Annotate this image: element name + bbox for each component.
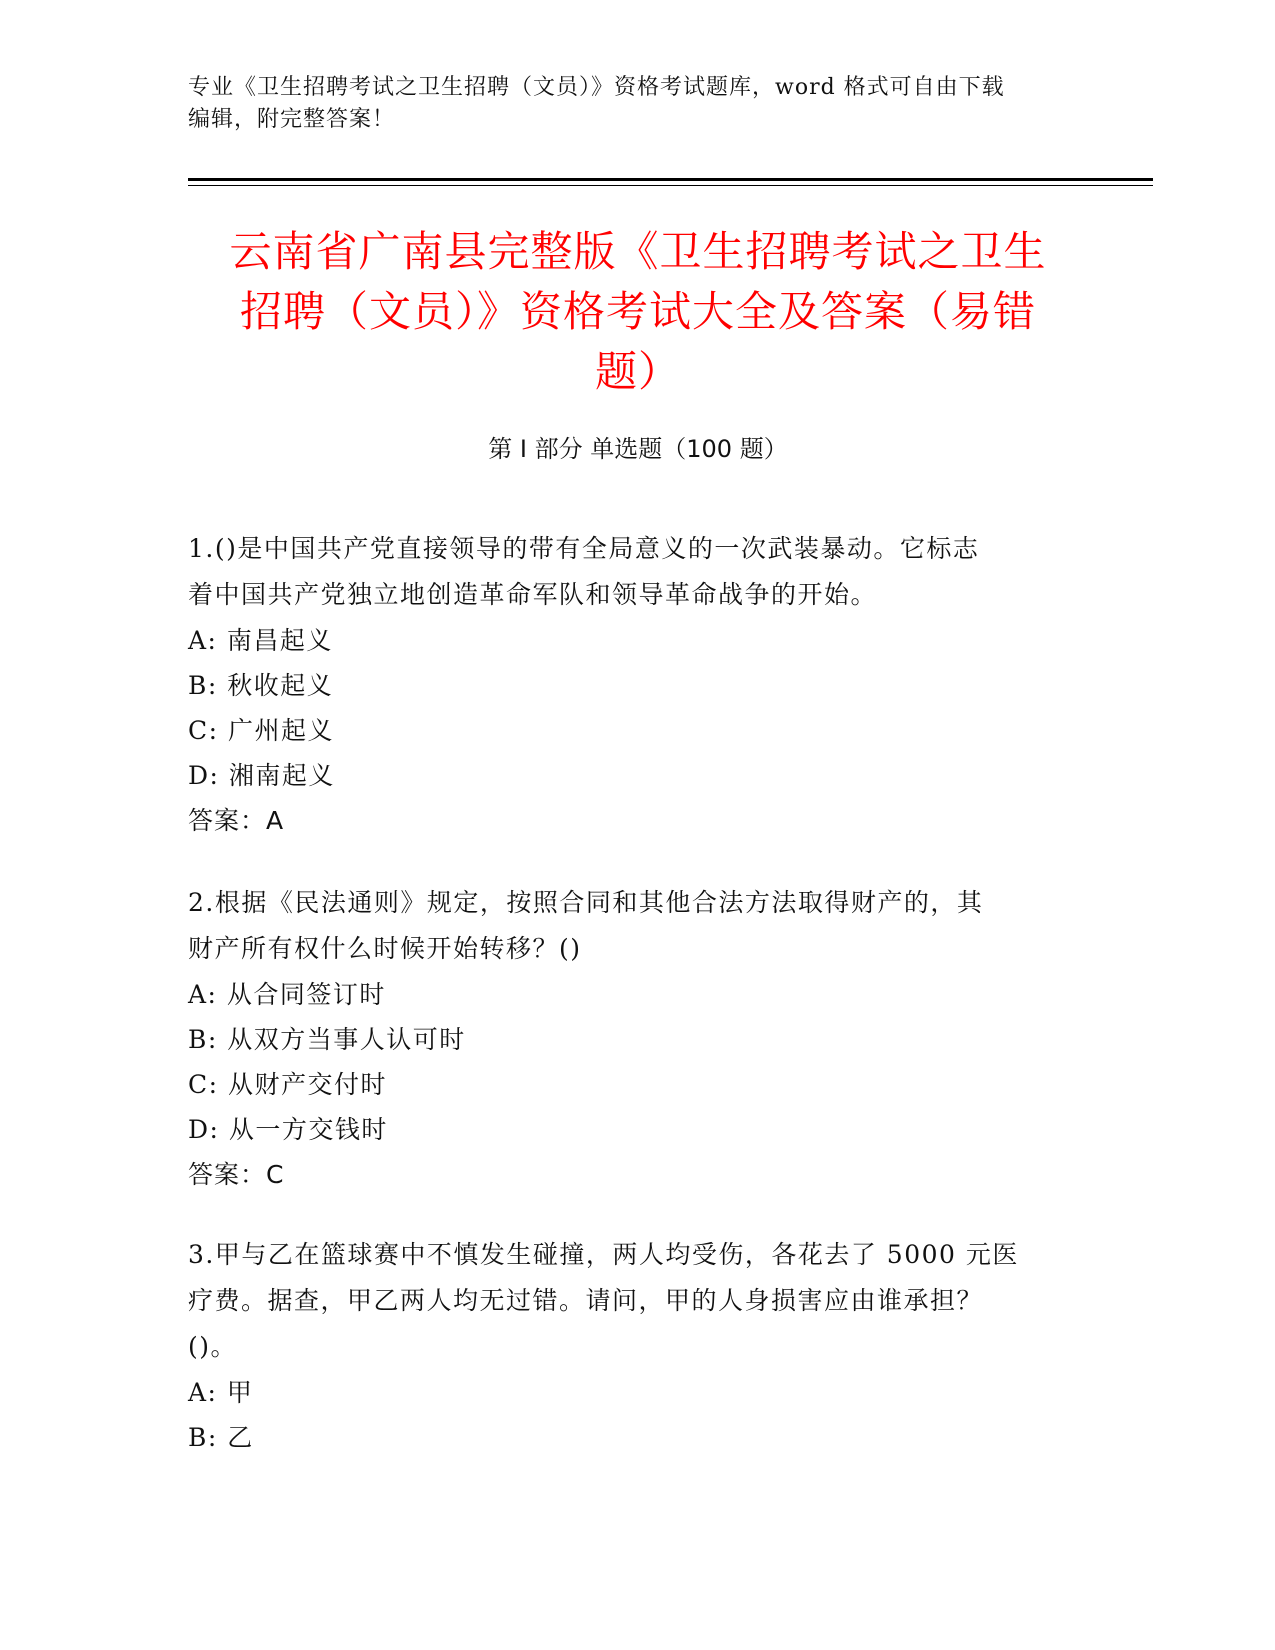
question-2: [188, 880, 1068, 1198]
option-a: A: 南昌起义: [188, 626, 333, 655]
question-1: [188, 526, 1068, 844]
question-stem: 3.甲与乙在篮球赛中不慎发生碰撞，两人均受伤，各花去了 5000 元医: [188, 1240, 1019, 1269]
header-note-line: 专业《卫生招聘考试之卫生招聘（文员）》资格考试题库，word 格式可自由下载: [188, 75, 1005, 100]
question-stem: 财产所有权什么时候开始转移？(): [188, 934, 582, 963]
question-stem: 着中国共产党独立地创造革命军队和领导革命战争的开始。: [188, 580, 878, 609]
question-stem: 2.根据《民法通则》规定，按照合同和其他合法方法取得财产的，其: [188, 888, 984, 917]
question-stem: ()。: [188, 1332, 238, 1361]
header-divider-thick: [188, 178, 1153, 181]
option-b: B: 秋收起义: [188, 671, 334, 700]
option-b: B: 乙: [188, 1423, 254, 1452]
title-line: 云南省广南县完整版《卫生招聘考试之卫生: [229, 227, 1047, 276]
option-a: A: 从合同签订时: [188, 980, 386, 1009]
option-c: C: 广州起义: [188, 716, 334, 745]
answer: 答案：C: [188, 1160, 285, 1189]
section-heading: 第 I 部分 单选题（100 题）: [488, 435, 788, 463]
question-stem: 1.()是中国共产党直接领导的带有全局意义的一次武装暴动。它标志: [188, 534, 980, 563]
question-3: [188, 1232, 1068, 1460]
document-title: [188, 222, 1088, 402]
header-note: [188, 72, 1068, 136]
option-a: A: 甲: [188, 1378, 254, 1407]
header-note-line: 编辑，附完整答案！: [188, 107, 396, 132]
option-c: C: 从财产交付时: [188, 1070, 387, 1099]
header-divider-thin: [188, 185, 1153, 186]
option-b: B: 从双方当事人认可时: [188, 1025, 466, 1054]
title-line: 题）: [594, 347, 681, 396]
question-stem: 疗费。据查，甲乙两人均无过错。请问，甲的人身损害应由谁承担？: [188, 1286, 984, 1315]
title-line: 招聘（文员）》资格考试大全及答案（易错: [239, 287, 1036, 336]
option-d: D: 从一方交钱时: [188, 1115, 388, 1144]
answer: 答案：A: [188, 806, 285, 835]
option-d: D: 湘南起义: [188, 761, 335, 790]
